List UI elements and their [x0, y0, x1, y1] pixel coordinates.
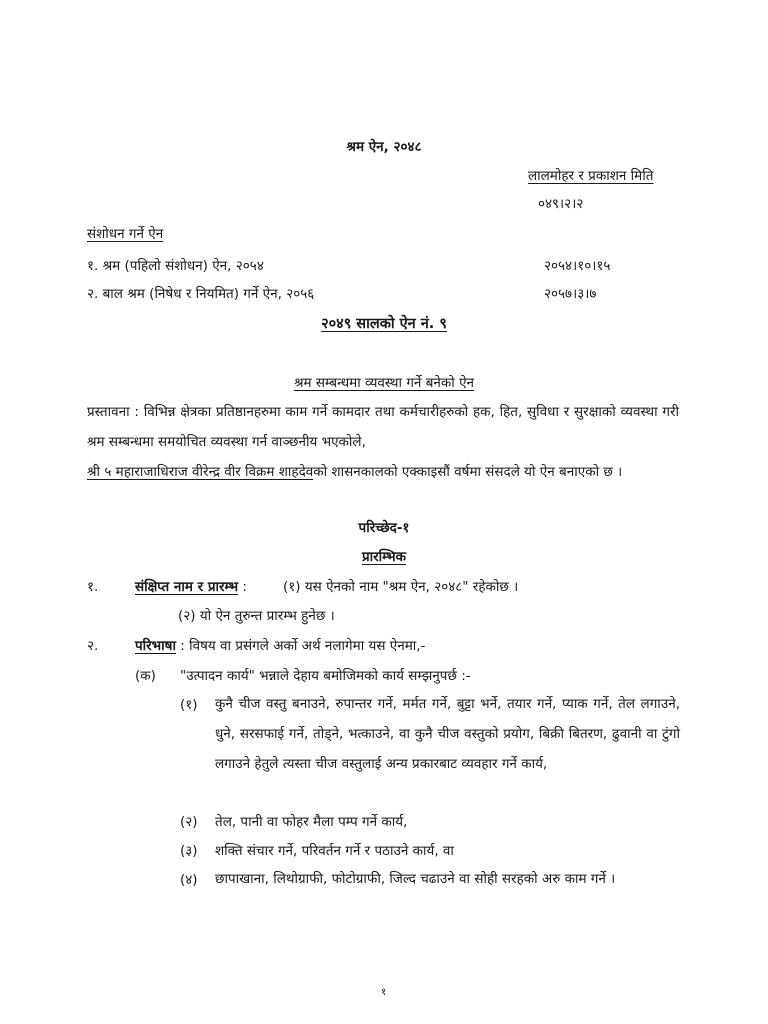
king-name: श्री ५ महाराजाधिराज वीरेन्द्र वीर विक्रम शाहदेव	[87, 464, 314, 480]
section-1-line	[135, 577, 247, 595]
chapter-number: परिच्छेद-१	[358, 520, 410, 536]
seal-date-label: लालमोहर र प्रकाशन मिति	[528, 168, 654, 184]
act-number: २०४९ सालको ऐन नं. ९	[321, 316, 447, 332]
list-item-text: कुनै चीज वस्तु बनाउने, रुपान्तर गर्ने, मर्मत गर्ने, बुट्टा भर्ने, तयार गर्ने, प्याक गर्ने, तेल लगाउने, धुने, सरसफाई गर्ने, तोड्ने, भत्काउने, वा कुनै चीज वस्तुको प्रयोग, बिक्री बितरण, ढुवानी वा टुंगो लगाउने हेतुले त्यस्ता चीज वस्तुलाई अन्य प्रकारबाट व्यवहार गर्ने कार्य,	[215, 696, 680, 772]
list-item-text: शक्ति संचार गर्ने, परिवर्तन गर्ने र पठाउने कार्य, वा	[215, 843, 454, 859]
chapter-name: प्रारम्भिक	[361, 549, 407, 565]
list-item-text: तेल, पानी वा फोहर मैला पम्प गर्ने कार्य,	[215, 814, 408, 830]
amendment-item-label: २. बाल श्रम (निषेध र नियमित) गर्ने ऐन, २०५६	[87, 286, 315, 302]
section-number: १.	[87, 579, 99, 595]
amendment-item-date: २०५४।१०।१५	[544, 258, 611, 274]
section-heading: परिभाषा	[135, 638, 176, 654]
preamble-enactment	[87, 457, 679, 487]
list-item-text: छापाखाना, लिथोग्राफी, फोटोग्राफी, जिल्द चढाउने वा सोही सरहको अरु काम गर्ने ।	[215, 871, 616, 887]
list-item-number: (४)	[180, 872, 198, 888]
section-heading-sep: :	[238, 579, 247, 595]
section-number: २.	[87, 638, 99, 654]
document-title: श्रम ऐन, २०४८	[346, 139, 422, 155]
enactment-text: को शासनकालको एक्काइसौं वर्षमा संसदले यो ऐन बनाएको छ ।	[313, 464, 623, 480]
list-item-number: (२)	[180, 814, 198, 830]
section-2-line	[135, 636, 425, 654]
amendment-item-date: २०५७।३।७	[544, 286, 597, 302]
list-item-number: (१)	[180, 697, 198, 713]
seal-date-value: ०४९।२।२	[538, 196, 584, 212]
section-heading: संक्षिप्त नाम र प्रारम्भ	[135, 579, 239, 595]
subsection-text: (१) यस ऐनको नाम "श्रम ऐन, २०४८" रहेकोछ ।	[283, 579, 519, 595]
amendments-heading: संशोधन गर्ने ऐन	[87, 226, 164, 242]
section-definition-intro: : विषय वा प्रसंगले अर्को अर्थ नलागेमा यस ऐनमा,-	[175, 638, 426, 654]
list-item-number: (३)	[180, 843, 198, 859]
preamble-paragraph: प्रस्तावना : विभिन्न क्षेत्रका प्रतिष्ठानहरुमा काम गर्ने कामदार तथा कर्मचारीहरुको हक, हित, सुविधा र सुरक्षाको व्यवस्था गरी श्रम सम्बन्धमा समयोचित व्यवस्था गर्न वाञ्छनीय भएकोले,	[87, 404, 679, 450]
subsection-text: (२) यो ऐन तुरुन्त प्रारम्भ हुनेछ ।	[178, 608, 335, 624]
clause-label: (क)	[135, 668, 156, 684]
act-subtitle: श्रम सम्बन्धमा व्यवस्था गर्ने बनेको ऐन	[293, 375, 475, 391]
page-number: १	[381, 987, 387, 998]
clause-text: "उत्पादन कार्य" भन्नाले देहाय बमोजिमको कार्य सम्झनुपर्छ :-	[180, 668, 471, 684]
amendment-item-label: १. श्रम (पहिलो संशोधन) ऐन, २०५४	[87, 258, 264, 274]
